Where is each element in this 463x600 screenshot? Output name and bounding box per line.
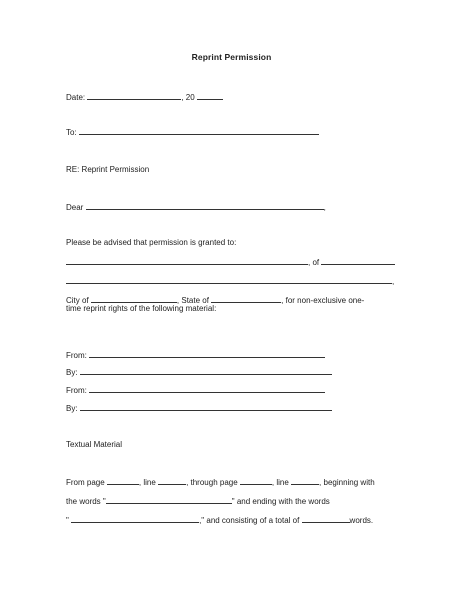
of-blank[interactable]: [321, 256, 395, 265]
from-page-label: From page: [66, 478, 105, 487]
line-label-2: , line: [271, 478, 289, 487]
dear-row: [66, 201, 326, 213]
from-label-2: From:: [66, 386, 87, 395]
through-page-blank[interactable]: [240, 476, 272, 485]
beginning-words-blank[interactable]: [106, 495, 232, 504]
date-row: [66, 91, 223, 103]
by-label-1: By:: [66, 368, 78, 377]
ending-label: " and ending with the words: [231, 497, 330, 506]
from-label-1: From:: [66, 351, 87, 360]
ending-words-blank[interactable]: [71, 514, 199, 523]
line-label-1: , line: [138, 478, 156, 487]
from-blank-2[interactable]: [89, 384, 325, 393]
by-blank-2[interactable]: [80, 402, 332, 411]
by-blank-1[interactable]: [80, 366, 332, 375]
city-blank[interactable]: [91, 294, 177, 303]
open-quote: ": [66, 516, 69, 525]
year-blank[interactable]: [197, 91, 223, 100]
re-row: RE: Reprint Permission: [66, 165, 150, 174]
to-row: [66, 126, 319, 138]
ending-words-row: [66, 514, 373, 526]
state-blank[interactable]: [211, 294, 281, 303]
consisting-label: ," and consisting of a total of: [199, 516, 300, 525]
page-title: Reprint Permission: [191, 52, 272, 62]
from-blank-1[interactable]: [89, 349, 325, 358]
state-label: , State of: [176, 296, 209, 305]
by-row-2: [66, 402, 332, 414]
through-page-label: , through page: [186, 478, 238, 487]
textual-material-heading: Textual Material: [66, 440, 123, 449]
dear-label: Dear: [66, 203, 84, 212]
grantee-row: [66, 256, 395, 268]
date-year-prefix: , 20: [181, 93, 195, 102]
to-label: To:: [66, 128, 77, 137]
address-blank[interactable]: [66, 275, 395, 286]
city-label: City of: [66, 296, 89, 305]
date-blank[interactable]: [87, 91, 181, 100]
by-label-2: By:: [66, 404, 78, 413]
beginning-label: , beginning with: [319, 478, 375, 487]
from-page-blank[interactable]: [107, 476, 139, 485]
dear-comma: ,: [323, 203, 326, 212]
dear-blank[interactable]: [86, 201, 324, 210]
words-range-row: [66, 495, 330, 507]
of-label: , of: [308, 258, 320, 267]
from-row-1: [66, 349, 325, 361]
to-blank[interactable]: [79, 126, 319, 135]
by-row-1: [66, 366, 332, 378]
address-row: [66, 275, 394, 287]
advised-text: Please be advised that permission is granted to:: [66, 238, 237, 247]
line-blank-2[interactable]: [291, 476, 319, 485]
address-comma: ,: [392, 277, 395, 286]
date-label: Date:: [66, 93, 86, 102]
page-range-row: [66, 476, 375, 488]
word-count-blank[interactable]: [302, 514, 350, 523]
the-words-label: the words ": [66, 497, 106, 506]
words-label: words.: [349, 516, 374, 525]
grantee-blank[interactable]: [66, 256, 308, 265]
line-blank-1[interactable]: [158, 476, 186, 485]
from-row-2: [66, 384, 325, 396]
rights-text: , for non-exclusive one-: [281, 296, 365, 305]
rights-text-cont: time reprint rights of the following material:: [66, 304, 217, 313]
